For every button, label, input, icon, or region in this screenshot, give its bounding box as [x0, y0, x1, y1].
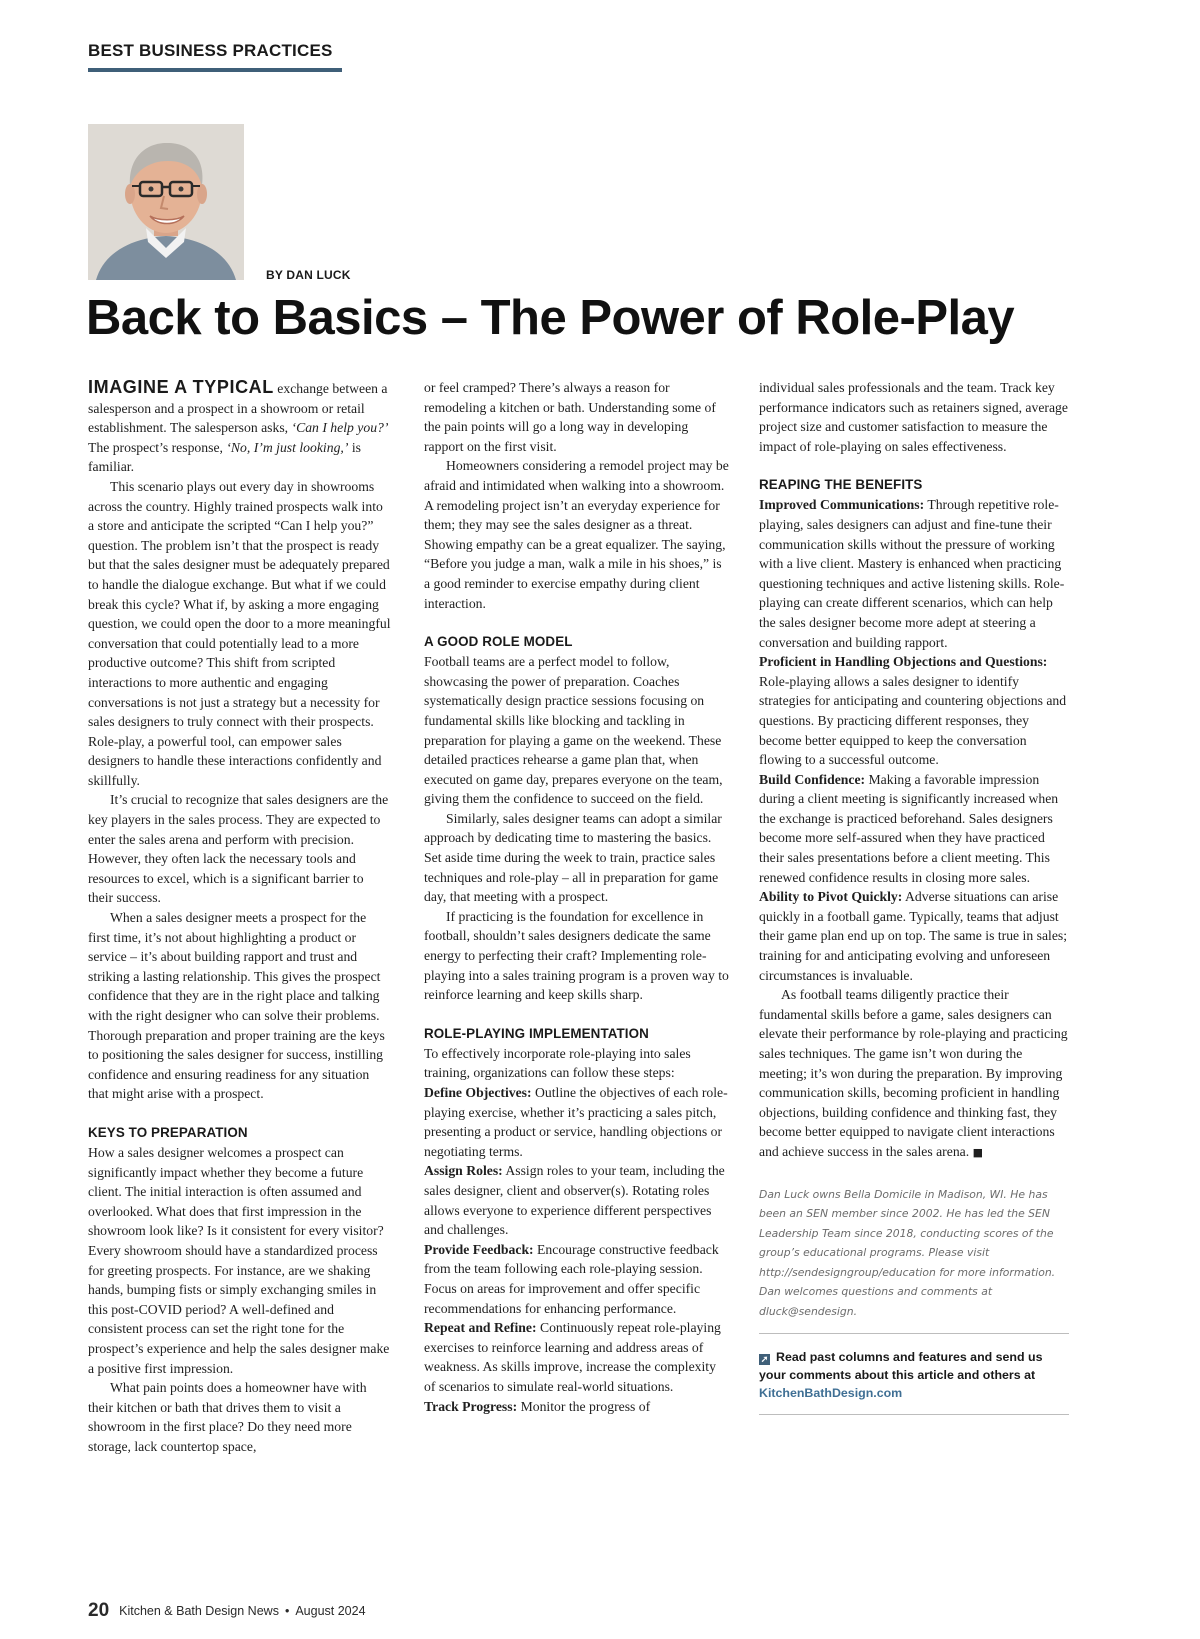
paragraph: Similarly, sales designer teams can adopt a similar approach by dedicating time to mastering the basics. Set aside time during the week to train, practice sales techniques and role-play – all in preparation for game day, that meeting with a prospect. [424, 810, 722, 905]
article-column-2 [424, 378, 729, 1416]
article-column-1 [88, 378, 391, 1456]
publication-name: Kitchen & Bath Design News [119, 1604, 279, 1618]
subheading-keys-to-preparation: KEYS TO PREPARATION [88, 1124, 248, 1140]
paragraph: When a sales designer meets a prospect for the first time, it’s not about highlighting a product or service – it’s about building rapport and trust and striking a lasting relationship. This gives the prospect confidence that they are in the right place and talking with the right designer who can solve their problems. Thorough preparation and proper training are the keys to positioning the sales designer for success, instilling confidence and ensuring readiness for any situation that might arise with a prospect. [88, 910, 385, 1102]
page-number: 20 [88, 1600, 110, 1621]
list-item: Repeat and Refine: Continuously repeat role-playing exercises to reinforce learning and address areas of weakness. As skills improve, increase the complexity of scenarios to simulate real-world situations. [424, 1320, 721, 1394]
end-of-article-mark: ■ [972, 1145, 983, 1159]
paragraph: This scenario plays out every day in showrooms across the country. Highly trained prospects walk into a store and anticipate the scripted “Can I help you?” question. The problem isn’t that the prospect is ready but that the sales designer must be adequately prepared to handle the dialogue exchange. But what if we could break this cycle? What if, by asking a more engaging question, we could open the door to a more meaningful conversation that could potentially lead to a more productive outcome? This shift from scripted interactions to more authentic and engaging conversations is not just a strategy but a necessity for sales designers to truly connect with their prospects. Role-play, a powerful tool, can empower sales designers to handle these interactions confidently and skillfully. [88, 478, 391, 788]
list-item: Build Confidence: Making a favorable impression during a client meeting is significantly increased when the exchange is practiced beforehand. Sales designers become more self-assured when they have practiced their sales presentations before a client meeting. This renewed confidence results in closing more sales. [759, 771, 1059, 885]
list-item: Assign Roles: Assign roles to your team, including the sales designer, client and observer(s). Rotating roles allows everyone to experience different perspectives and challenges. [424, 1163, 725, 1238]
subheading-role-playing-implementation: ROLE-PLAYING IMPLEMENTATION [424, 1025, 649, 1041]
footer-separator: • [284, 1604, 290, 1618]
section-tag: BEST BUSINESS PRACTICES [88, 41, 333, 60]
paragraph: individual sales professionals and the team. Track key performance indicators such as retainers signed, average project size and customer satisfaction to measure the impact of role-playing on sales effectiveness. [759, 380, 1068, 454]
paragraph: As football teams diligently practice their fundamental skills before a game, sales designers can elevate their performance by role-playing and practicing sales techniques. The game isn’t won during the meeting; it’s won during the preparation. By improving communication skills, becoming proficient in handling objections, building confidence and thinking fast, they become better equipped to navigate client interactions and achieve success in the sales arena. ■ [759, 987, 1068, 1159]
external-arrow-icon: ➚ [760, 1354, 769, 1365]
section-rule [88, 68, 342, 72]
paragraph: If practicing is the foundation for excellence in football, shouldn’t sales designers dedicate the same energy to perfecting their craft? Implementing role-playing into a sales training program is a proven way to reinforce learning and keep skills sharp. [424, 908, 729, 1003]
list-item: Track Progress: Monitor the progress of [424, 1398, 651, 1414]
article-headline: Back to Basics – The Power of Role-Play [86, 291, 1015, 345]
divider [759, 1414, 1069, 1415]
list-item: Provide Feedback: Encourage constructive feedback from the team following each role-playing session. Focus on areas for improvement and offer specific recommendations for enhancing performance. [424, 1241, 719, 1316]
list-item: Improved Communications: Through repetitive role-playing, sales designers can adjust and fine-tune their communication skills without the pressure of working with a live client. Mastery is enhanced when practicing questioning techniques and active listening skills. Role-playing can create different scenarios, which can help the sales designer become more adept at steering a conversation and building rapport. [759, 497, 1065, 650]
divider [759, 1333, 1069, 1334]
list-item: Proficient in Handling Objections and Questions: Role-playing allows a sales designer to identify strategies for anticipating and countering objections and questions. By practicing different responses, they become better equipped to keep the conversation flowing to a successful outcome. [759, 654, 1067, 768]
paragraph: Football teams are a perfect model to follow, showcasing the power of preparation. Coaches systematically design practice sessions focusing on fundamental skills like blocking and tackling in preparation for playing a game on the weekend. These detailed practices rehearse a game plan that, when executed on game day, prepares everyone on the team, giving them the confidence to succeed on the field. [424, 654, 723, 807]
byline: BY DAN LUCK [266, 268, 351, 282]
page-footer [88, 1600, 366, 1622]
author-bio: Dan Luck owns Bella Domicile in Madison, WI. He has been an SEN member since 2002. He has led the SEN Leadership Team since 2018, conducting scores of the group’s educational programs. Please visit http://sendesigngroup/education for more information. Dan welcomes questions and comments at dluck@sendesign. [759, 1187, 1056, 1318]
website-link[interactable]: KitchenBathDesign.com [759, 1386, 903, 1401]
lead-in-caps: IMAGINE A TYPICAL [88, 377, 274, 397]
list-item: Define Objectives: Outline the objectives of each role-playing exercise, whether it’s practicing a sales pitch, presenting a product or service, handling objections or negotiating terms. [424, 1085, 728, 1159]
author-photo [88, 124, 244, 280]
article-column-3 [759, 378, 1069, 1415]
promo-callout: ➚ Read past columns and features and send us your comments about this article and others at KitchenBathDesign.com [759, 1350, 1043, 1401]
subheading-reaping-the-benefits: REAPING THE BENEFITS [759, 477, 923, 493]
list-item: Ability to Pivot Quickly: Adverse situations can arise quickly in a football game. Typically, teams that adjust their game plan end up on top. The same is true in sales; training for and anticipating evolving and unforeseen circumstances is invaluable. [759, 889, 1068, 983]
paragraph: What pain points does a homeowner have with their kitchen or bath that drives them to visit a showroom in the first place? Do they need more storage, lack countertop space, [88, 1380, 367, 1454]
author-portrait-illustration [88, 124, 244, 280]
paragraph: It’s crucial to recognize that sales designers are the key players in the sales process. They are expected to enter the sales arena and perform with precision. However, they often lack the necessary tools and resources to excel, which is a significant barrier to their success. [88, 792, 389, 906]
paragraph: How a sales designer welcomes a prospect can significantly impact whether they become a future client. The initial interaction is often assumed and overlooked. What does that first impression in the showroom look like? Is it consistent for every visitor? Every showroom should have a standardized process for greeting prospects. For instance, are we shaking hands, bumping fists or simply exchanging smiles in this post-COVID period? A well-defined and consistent process can set the right tone for the prospect’s experience and help the sales designer make a positive first impression. [88, 1144, 390, 1376]
paragraph: or feel cramped? There’s always a reason for remodeling a kitchen or bath. Understanding some of the pain points will go a long way in developing rapport on the first visit. [424, 380, 716, 454]
subheading-good-role-model: A GOOD ROLE MODEL [424, 634, 573, 650]
paragraph: To effectively incorporate role-playing into sales training, organizations can follow these steps: [424, 1045, 691, 1081]
paragraph: Homeowners considering a remodel project may be afraid and intimidated when walking into a showroom. A remodeling project isn’t an everyday experience for them; they may see the sales designer as a threat. Showing empathy can be a great equalizer. The saying, “Before you judge a man, walk a mile in his shoes,” is a good reminder to exercise empathy during client interaction. [424, 458, 729, 611]
paragraph: IMAGINE A TYPICAL exchange between a salesperson and a prospect in a showroom or retail establishment. The salesperson asks, ‘Can I help you?’ The prospect’s response, ‘No, I’m just looking,’ is familiar. [88, 377, 389, 475]
issue-date: August 2024 [295, 1604, 366, 1618]
